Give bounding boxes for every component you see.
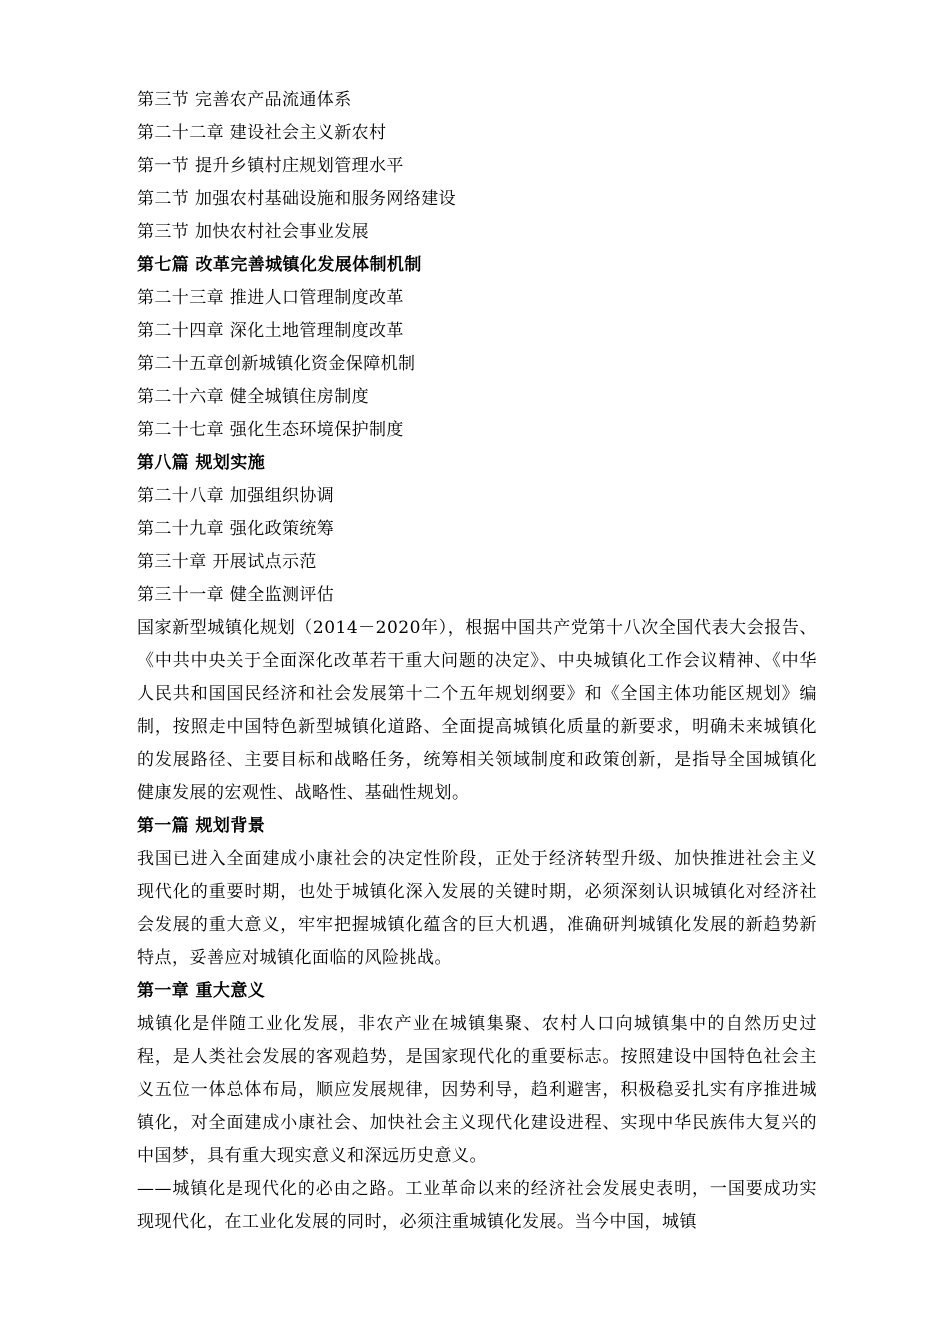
chapter-body-paragraph: 城镇化是伴随工业化发展，非农产业在城镇集聚、农村人口向城镇集中的自然历史过程，是人类社会发展的客观趋势，是国家现代化的重要标志。按照建设中国特色社会主义五位一体总体布局，顺应发展规律，因势利导，趋利避害，积极稳妥扎实有序推进城镇化，对全面建成小康社会、加快社会主义现代化建设进程、实现中华民族伟大复兴的中国梦，具有重大现实意义和深远历史意义。 (137, 1014, 817, 1166)
toc-line: 第二十九章 强化政策统筹 (137, 519, 335, 539)
toc-line: 第二十二章 建设社会主义新农村 (137, 123, 387, 143)
toc-part-heading: 第七篇 改革完善城镇化发展体制机制 (137, 255, 422, 275)
chapter-point-paragraph: ——城镇化是现代化的必由之路。工业革命以来的经济社会发展史表明，一国要成功实现现代化，在工业化发展的同时，必须注重城镇化发展。当今中国，城镇 (137, 1179, 817, 1232)
toc-line: 第二十三章 推进人口管理制度改革 (137, 288, 404, 308)
toc-line: 第二节 加强农村基础设施和服务网络建设 (137, 189, 457, 209)
toc-line: 第二十七章 强化生态环境保护制度 (137, 420, 404, 440)
toc-line: 第二十八章 加强组织协调 (137, 486, 335, 506)
toc-line: 第二十四章 深化土地管理制度改革 (137, 321, 404, 341)
table-of-contents (137, 84, 817, 612)
toc-line: 第二十五章创新城镇化资金保障机制 (137, 354, 416, 374)
part-heading: 第一篇 规划背景 (137, 816, 266, 836)
part-body-paragraph: 我国已进入全面建成小康社会的决定性阶段，正处于经济转型升级、加快推进社会主义现代化的重要时期，也处于城镇化深入发展的关键时期，必须深刻认识城镇化对经济社会发展的重大意义，牢牢把握城镇化蕴含的巨大机遇，准确研判城镇化发展的新趋势新特点，妥善应对城镇化面临的风险挑战。 (137, 849, 817, 968)
toc-line: 第三节 完善农产品流通体系 (137, 90, 352, 110)
chapter-heading: 第一章 重大意义 (137, 981, 266, 1001)
toc-part-heading: 第八篇 规划实施 (137, 453, 266, 473)
toc-line: 第二十六章 健全城镇住房制度 (137, 387, 370, 407)
toc-line: 第三十章 开展试点示范 (137, 552, 317, 572)
toc-line: 第一节 提升乡镇村庄规划管理水平 (137, 156, 404, 176)
document-page (137, 84, 817, 1239)
toc-line: 第三节 加快农村社会事业发展 (137, 222, 370, 242)
toc-line: 第三十一章 健全监测评估 (137, 585, 335, 605)
intro-paragraph: 国家新型城镇化规划（2014－2020年），根据中国共产党第十八次全国代表大会报告、《中共中央关于全面深化改革若干重大问题的决定》、中央城镇化工作会议精神、《中华人民共和国国民经济和社会发展第十二个五年规划纲要》和《全国主体功能区规划》编制，按照走中国特色新型城镇化道路、全面提高城镇化质量的新要求，明确未来城镇化的发展路径、主要目标和战略任务，统筹相关领域制度和政策创新，是指导全国城镇化健康发展的宏观性、战略性、基础性规划。 (137, 618, 817, 803)
